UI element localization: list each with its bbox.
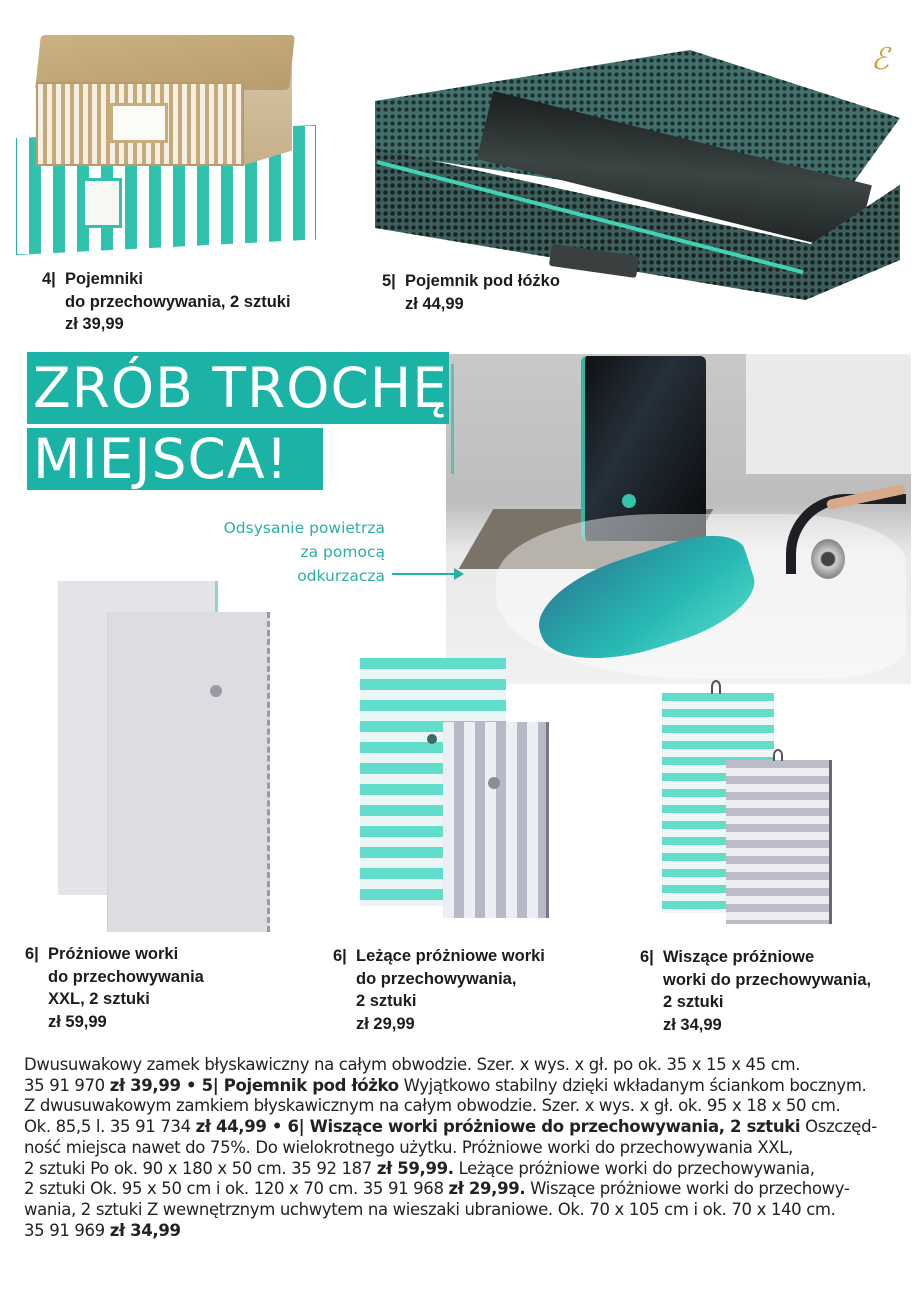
wall xyxy=(746,354,911,474)
description-bold-segment: zł 59,99. xyxy=(376,1158,454,1178)
hanging-vacuum-bag-grey xyxy=(726,760,832,924)
headline-line-2: MIEJSCA! xyxy=(27,428,323,490)
bag-valve xyxy=(488,777,500,789)
product-4-image xyxy=(0,0,340,262)
description-line xyxy=(24,1179,904,1200)
description-line xyxy=(24,1221,904,1242)
product-name: do przechowywania, 2 sztuki xyxy=(65,292,291,311)
description-line xyxy=(24,1138,904,1159)
description-segment: Oszczęd- xyxy=(800,1117,877,1137)
headline-line-1: ZRÓB TROCHĘ xyxy=(27,352,449,424)
description-line xyxy=(24,1076,904,1097)
hanger-hook-icon xyxy=(711,680,721,694)
product-price: zł 34,99 xyxy=(663,1015,722,1034)
product-number: 4| xyxy=(42,270,56,288)
xxl-vacuum-bag-front xyxy=(108,612,270,932)
product-price: zł 44,99 xyxy=(405,294,464,313)
description-line xyxy=(24,1159,904,1180)
product-number: 5| xyxy=(382,272,396,290)
product-name: Próżniowe worki xyxy=(48,945,179,963)
description-bold-segment: zł 44,99 • 6| Wiszące worki próżniowe do przechowywania, 2 sztuki xyxy=(195,1117,801,1137)
product-name: Wiszące próżniowe xyxy=(663,948,815,966)
description-segment: ność miejsca nawet do 75%. Do wielokrotnego użytku. Próżniowe worki do przechowywania XXL, xyxy=(24,1137,793,1157)
product-caption-5 xyxy=(382,270,560,315)
lying-vacuum-bag-grey xyxy=(443,722,549,918)
product-name: Leżące próżniowe worki xyxy=(356,947,545,965)
annotation-line: Odsysanie powietrza xyxy=(223,519,385,537)
product-description xyxy=(24,1055,904,1241)
vacuum-demo-photo xyxy=(446,354,911,684)
description-segment: 35 91 970 xyxy=(24,1075,110,1095)
annotation-line: za pomocą xyxy=(300,543,385,561)
description-segment: Ok. 85,5 l. 35 91 734 xyxy=(24,1117,196,1137)
description-bold-segment: zł 39,99 • 5| Pojemnik pod łóżko xyxy=(109,1075,399,1095)
description-segment: Dwusuwakowy zamek błyskawiczny na całym obwodzie. Szer. x wys. x gł. po ok. 35 x 15 x 45 cm. xyxy=(24,1055,801,1074)
product-name: worki do przechowywania, xyxy=(663,970,872,989)
product-price: zł 29,99 xyxy=(356,1014,415,1033)
description-segment: wania, 2 sztuki Z wewnętrznym uchwytem na wieszaki ubraniowe. Ok. 70 x 105 cm i ok. 70 x 140 cm. xyxy=(24,1199,836,1219)
description-segment: Wiszące próżniowe worki do przechowy- xyxy=(525,1179,850,1199)
product-name: Pojemniki xyxy=(65,270,143,288)
product-name: 2 sztuki xyxy=(356,992,417,1010)
clear-bag xyxy=(451,364,491,474)
annotation-line: odkurzacza xyxy=(297,567,385,585)
product-price: zł 39,99 xyxy=(65,315,124,333)
product-number: 6| xyxy=(25,945,39,963)
bag-valve xyxy=(210,685,222,697)
product-number: 6| xyxy=(640,948,654,966)
box-label-window xyxy=(82,178,122,228)
brand-logo-icon: ℰ xyxy=(870,42,890,77)
bag-valve xyxy=(622,494,636,508)
product-name: XXL, 2 sztuki xyxy=(48,990,150,1008)
description-segment: Leżące próżniowe worki do przechowywania, xyxy=(453,1158,815,1178)
vacuum-wheel xyxy=(811,539,845,579)
arrow-right-icon xyxy=(392,573,462,575)
description-line xyxy=(24,1200,904,1221)
product-name: do przechowywania xyxy=(48,967,204,986)
description-segment: 35 91 969 xyxy=(24,1220,110,1240)
product-name: do przechowywania, xyxy=(356,969,517,988)
description-line xyxy=(24,1096,904,1117)
product-5-image xyxy=(375,50,900,300)
bag-valve xyxy=(427,734,437,744)
description-bold-segment: zł 29,99. xyxy=(448,1179,526,1199)
description-segment: 2 sztuki Po ok. 90 x 180 x 50 cm. 35 92 187 xyxy=(24,1158,377,1178)
product-name: Pojemnik pod łóżko xyxy=(405,272,560,290)
product-caption-6-hanging xyxy=(640,946,871,1036)
description-segment: 2 sztuki Ok. 95 x 50 cm i ok. 120 x 70 cm. 35 91 968 xyxy=(24,1179,449,1199)
product-caption-6-xxl xyxy=(25,943,204,1033)
product-caption-6-lying xyxy=(333,945,545,1035)
description-line xyxy=(24,1117,904,1138)
box-label-window xyxy=(110,103,168,143)
product-price: zł 59,99 xyxy=(48,1012,107,1031)
product-name: 2 sztuki xyxy=(663,993,724,1011)
hanger-hook-icon xyxy=(773,749,783,761)
vacuum-annotation xyxy=(224,516,385,588)
description-bold-segment: zł 34,99 xyxy=(109,1220,181,1240)
description-line xyxy=(24,1055,904,1076)
product-caption-4 xyxy=(42,268,291,336)
description-segment: Z dwusuwakowym zamkiem błyskawicznym na całym obwodzie. Szer. x wys. x gł. ok. 95 x 18 x 50 cm. xyxy=(24,1096,841,1116)
product-number: 6| xyxy=(333,947,347,965)
description-segment: Wyjątkowo stabilny dzięki wkładanym ściankom bocznym. xyxy=(398,1075,867,1095)
